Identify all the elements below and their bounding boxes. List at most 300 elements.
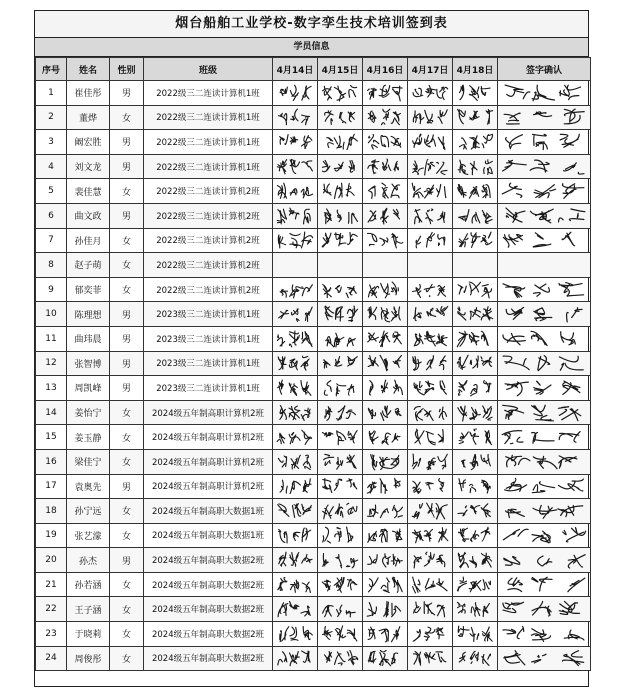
day-1-signature-cell	[273, 449, 318, 474]
student-class: 2024级五年制高职大数据2班	[144, 597, 273, 622]
student-gender: 女	[110, 179, 144, 204]
student-name: 张艺濛	[67, 523, 110, 548]
day-5-signature-cell	[453, 523, 498, 548]
student-name: 陈理想	[67, 302, 110, 327]
day-4-signature-cell	[408, 548, 453, 573]
day-3-signature-cell	[363, 400, 408, 425]
day-2-signature-cell	[318, 179, 363, 204]
student-name: 孙杰	[67, 548, 110, 573]
confirm-signature-cell	[498, 228, 591, 253]
handwritten-signature	[273, 205, 317, 227]
col-header-day2: 4月15日	[318, 58, 363, 81]
row-number: 24	[36, 646, 67, 671]
day-3-signature-cell	[363, 646, 408, 671]
handwritten-signature	[408, 500, 452, 522]
handwritten-signature	[453, 451, 497, 473]
table-row	[36, 130, 591, 155]
handwritten-signature	[408, 328, 452, 350]
day-4-signature-cell	[408, 622, 453, 647]
handwritten-signature	[408, 647, 452, 669]
col-header-day3: 4月16日	[363, 58, 408, 81]
day-2-signature-cell	[318, 646, 363, 671]
student-class: 2022级三二连读计算机1班	[144, 154, 273, 179]
handwritten-signature	[273, 328, 317, 350]
handwritten-signature	[408, 377, 452, 399]
row-number: 16	[36, 449, 67, 474]
handwritten-signature	[453, 279, 497, 301]
student-gender: 女	[110, 425, 144, 450]
handwritten-signature	[318, 598, 362, 620]
handwritten-signature	[408, 402, 452, 424]
confirm-signature-cell	[498, 425, 591, 450]
handwritten-signature	[498, 574, 590, 596]
handwritten-signature	[453, 82, 497, 104]
table-row	[36, 622, 591, 647]
handwritten-signature	[363, 205, 407, 227]
handwritten-signature	[453, 205, 497, 227]
confirm-signature-cell	[498, 499, 591, 524]
day-3-signature-cell	[363, 572, 408, 597]
student-gender: 男	[110, 548, 144, 573]
student-class: 2023级三二连读计算机1班	[144, 326, 273, 351]
day-4-signature-cell	[408, 400, 453, 425]
handwritten-signature	[408, 205, 452, 227]
day-4-signature-cell	[408, 425, 453, 450]
student-name: 孙佳月	[67, 228, 110, 253]
confirm-signature-cell	[498, 523, 591, 548]
confirm-signature-cell	[498, 179, 591, 204]
handwritten-signature	[273, 279, 317, 301]
sheet-title: 烟台船舶工业学校-数字孪生技术培训签到表	[35, 11, 588, 38]
table-row	[36, 203, 591, 228]
day-2-signature-cell	[318, 228, 363, 253]
handwritten-signature	[453, 303, 497, 325]
confirm-signature-cell	[498, 105, 591, 130]
day-4-signature-cell	[408, 597, 453, 622]
student-gender: 男	[110, 351, 144, 376]
day-5-signature-cell	[453, 302, 498, 327]
day-1-signature-cell	[273, 179, 318, 204]
table-row	[36, 376, 591, 401]
student-gender: 男	[110, 302, 144, 327]
day-4-signature-cell	[408, 326, 453, 351]
handwritten-signature	[273, 549, 317, 571]
student-gender: 男	[110, 376, 144, 401]
day-2-signature-cell	[318, 302, 363, 327]
day-4-signature-cell	[408, 81, 453, 106]
day-1-signature-cell	[273, 646, 318, 671]
handwritten-signature	[453, 229, 497, 251]
student-name: 董烨	[67, 105, 110, 130]
confirm-signature-cell	[498, 154, 591, 179]
confirm-signature-cell	[498, 572, 591, 597]
day-1-signature-cell	[273, 154, 318, 179]
table-row	[36, 154, 591, 179]
handwritten-signature	[318, 106, 362, 128]
handwritten-signature	[273, 131, 317, 153]
handwritten-signature	[498, 131, 590, 153]
handwritten-signature	[453, 475, 497, 497]
day-4-signature-cell	[408, 105, 453, 130]
table-row	[36, 572, 591, 597]
day-4-signature-cell	[408, 449, 453, 474]
handwritten-signature	[408, 131, 452, 153]
day-3-signature-cell	[363, 326, 408, 351]
student-name: 曲玮晨	[67, 326, 110, 351]
handwritten-signature	[363, 352, 407, 374]
row-number: 17	[36, 474, 67, 499]
row-number: 21	[36, 572, 67, 597]
student-class: 2024级五年制高职计算机2班	[144, 400, 273, 425]
day-2-signature-cell	[318, 548, 363, 573]
table-row	[36, 499, 591, 524]
row-number: 3	[36, 130, 67, 155]
handwritten-signature	[408, 303, 452, 325]
table-row	[36, 597, 591, 622]
row-number: 7	[36, 228, 67, 253]
confirm-signature-cell	[498, 130, 591, 155]
day-1-signature-cell	[273, 105, 318, 130]
student-gender: 女	[110, 277, 144, 302]
handwritten-signature	[273, 229, 317, 251]
day-5-signature-cell	[453, 646, 498, 671]
student-name: 周俊彤	[67, 646, 110, 671]
day-3-signature-cell	[363, 425, 408, 450]
handwritten-signature	[498, 402, 590, 424]
handwritten-signature	[363, 131, 407, 153]
day-1-signature-cell	[273, 572, 318, 597]
student-gender: 女	[110, 228, 144, 253]
day-5-signature-cell	[453, 277, 498, 302]
handwritten-signature	[363, 647, 407, 669]
day-2-signature-cell	[318, 154, 363, 179]
handwritten-signature	[453, 598, 497, 620]
student-name: 姜怡宁	[67, 400, 110, 425]
student-gender: 女	[110, 105, 144, 130]
student-gender: 女	[110, 253, 144, 278]
day-3-signature-cell	[363, 228, 408, 253]
handwritten-signature	[363, 402, 407, 424]
handwritten-signature	[408, 156, 452, 178]
day-2-signature-cell	[318, 277, 363, 302]
confirm-signature-cell	[498, 400, 591, 425]
sign-in-sheet	[34, 10, 589, 687]
student-class: 2023级三二连读计算机1班	[144, 376, 273, 401]
student-class: 2022级三二连读计算机2班	[144, 228, 273, 253]
handwritten-signature	[498, 279, 590, 301]
handwritten-signature	[318, 623, 362, 645]
day-4-signature-cell	[408, 130, 453, 155]
handwritten-signature	[273, 426, 317, 448]
day-4-signature-cell	[408, 228, 453, 253]
student-name: 于晓莉	[67, 622, 110, 647]
handwritten-signature	[318, 328, 362, 350]
table-row	[36, 253, 591, 278]
row-number: 22	[36, 597, 67, 622]
day-1-signature-cell	[273, 228, 318, 253]
handwritten-signature	[498, 106, 590, 128]
handwritten-signature	[498, 352, 590, 374]
student-class: 2024级五年制高职大数据1班	[144, 523, 273, 548]
day-4-signature-cell	[408, 351, 453, 376]
day-5-signature-cell	[453, 376, 498, 401]
day-5-signature-cell	[453, 351, 498, 376]
handwritten-signature	[363, 598, 407, 620]
student-gender: 女	[110, 400, 144, 425]
handwritten-signature	[498, 180, 590, 202]
handwritten-signature	[498, 156, 590, 178]
day-3-signature-cell	[363, 523, 408, 548]
confirm-signature-cell	[498, 646, 591, 671]
handwritten-signature	[273, 475, 317, 497]
handwritten-signature	[318, 131, 362, 153]
day-5-signature-cell	[453, 400, 498, 425]
day-2-signature-cell	[318, 474, 363, 499]
day-5-signature-cell	[453, 499, 498, 524]
student-name: 曲文政	[67, 203, 110, 228]
day-4-signature-cell	[408, 499, 453, 524]
handwritten-signature	[453, 426, 497, 448]
table-row	[36, 400, 591, 425]
handwritten-signature	[363, 279, 407, 301]
handwritten-signature	[273, 574, 317, 596]
day-3-signature-cell	[363, 81, 408, 106]
student-class: 2023级三二连读计算机1班	[144, 302, 273, 327]
handwritten-signature	[318, 524, 362, 546]
day-1-signature-cell	[273, 622, 318, 647]
day-5-signature-cell	[453, 572, 498, 597]
day-3-signature-cell	[363, 179, 408, 204]
handwritten-signature	[363, 475, 407, 497]
confirm-signature-cell	[498, 302, 591, 327]
col-header-signature: 签字确认	[498, 58, 591, 81]
row-number: 18	[36, 499, 67, 524]
handwritten-signature	[273, 500, 317, 522]
student-class: 2023级三二连读计算机1班	[144, 351, 273, 376]
day-5-signature-cell	[453, 622, 498, 647]
row-number: 10	[36, 302, 67, 327]
col-header-day1: 4月14日	[273, 58, 318, 81]
confirm-signature-cell	[498, 326, 591, 351]
day-1-signature-cell	[273, 597, 318, 622]
student-class: 2024级五年制高职计算机2班	[144, 474, 273, 499]
day-4-signature-cell	[408, 179, 453, 204]
table-row	[36, 425, 591, 450]
student-class: 2024级五年制高职大数据1班	[144, 499, 273, 524]
handwritten-signature	[453, 574, 497, 596]
student-name: 袁奥先	[67, 474, 110, 499]
confirm-signature-cell	[498, 376, 591, 401]
day-2-signature-cell	[318, 425, 363, 450]
day-3-signature-cell	[363, 597, 408, 622]
day-3-signature-cell	[363, 499, 408, 524]
handwritten-signature	[408, 229, 452, 251]
handwritten-signature	[498, 500, 590, 522]
day-5-signature-cell	[453, 474, 498, 499]
student-name: 周凯峰	[67, 376, 110, 401]
handwritten-signature	[318, 426, 362, 448]
row-number: 1	[36, 81, 67, 106]
student-class: 2024级五年制高职大数据2班	[144, 572, 273, 597]
day-5-signature-cell	[453, 326, 498, 351]
day-2-signature-cell	[318, 351, 363, 376]
row-number: 9	[36, 277, 67, 302]
confirm-signature-cell	[498, 597, 591, 622]
day-2-signature-cell	[318, 253, 363, 278]
student-class: 2022级三二连读计算机1班	[144, 81, 273, 106]
handwritten-signature	[318, 229, 362, 251]
day-1-signature-cell	[273, 203, 318, 228]
handwritten-signature	[318, 647, 362, 669]
day-1-signature-cell	[273, 425, 318, 450]
col-header-day4: 4月17日	[408, 58, 453, 81]
handwritten-signature	[453, 328, 497, 350]
handwritten-signature	[408, 180, 452, 202]
student-class: 2024级五年制高职计算机2班	[144, 425, 273, 450]
student-gender: 女	[110, 597, 144, 622]
student-class: 2024级五年制高职大数据2班	[144, 548, 273, 573]
handwritten-signature	[498, 229, 590, 251]
handwritten-signature	[318, 180, 362, 202]
handwritten-signature	[453, 524, 497, 546]
handwritten-signature	[318, 500, 362, 522]
handwritten-signature	[363, 500, 407, 522]
row-number: 8	[36, 253, 67, 278]
handwritten-signature	[498, 549, 590, 571]
day-3-signature-cell	[363, 277, 408, 302]
day-5-signature-cell	[453, 105, 498, 130]
col-header-no: 序号	[36, 58, 67, 81]
handwritten-signature	[453, 549, 497, 571]
day-2-signature-cell	[318, 523, 363, 548]
student-name: 孙若涵	[67, 572, 110, 597]
handwritten-signature	[363, 549, 407, 571]
handwritten-signature	[363, 106, 407, 128]
day-1-signature-cell	[273, 499, 318, 524]
student-name: 孙宁远	[67, 499, 110, 524]
day-3-signature-cell	[363, 154, 408, 179]
day-4-signature-cell	[408, 302, 453, 327]
handwritten-signature	[498, 82, 590, 104]
day-1-signature-cell	[273, 400, 318, 425]
handwritten-signature	[273, 451, 317, 473]
handwritten-signature	[363, 623, 407, 645]
student-class: 2024级五年制高职大数据2班	[144, 622, 273, 647]
handwritten-signature	[318, 279, 362, 301]
row-number: 20	[36, 548, 67, 573]
student-gender: 男	[110, 474, 144, 499]
handwritten-signature	[363, 451, 407, 473]
handwritten-signature	[363, 229, 407, 251]
handwritten-signature	[273, 524, 317, 546]
day-1-signature-cell	[273, 130, 318, 155]
handwritten-signature	[408, 574, 452, 596]
col-header-name: 姓名	[67, 58, 110, 81]
day-1-signature-cell	[273, 277, 318, 302]
table-row	[36, 326, 591, 351]
handwritten-signature	[318, 549, 362, 571]
col-header-class: 班级	[144, 58, 273, 81]
handwritten-signature	[363, 180, 407, 202]
row-number: 5	[36, 179, 67, 204]
table-row	[36, 449, 591, 474]
day-3-signature-cell	[363, 302, 408, 327]
student-gender: 男	[110, 154, 144, 179]
day-1-signature-cell	[273, 351, 318, 376]
day-2-signature-cell	[318, 622, 363, 647]
day-4-signature-cell	[408, 523, 453, 548]
handwritten-signature	[408, 623, 452, 645]
table-row	[36, 228, 591, 253]
student-class: 2024级五年制高职大数据2班	[144, 646, 273, 671]
handwritten-signature	[273, 106, 317, 128]
day-3-signature-cell	[363, 376, 408, 401]
student-gender: 男	[110, 326, 144, 351]
handwritten-signature	[318, 156, 362, 178]
day-5-signature-cell	[453, 179, 498, 204]
table-row	[36, 179, 591, 204]
day-1-signature-cell	[273, 253, 318, 278]
confirm-signature-cell	[498, 449, 591, 474]
day-2-signature-cell	[318, 572, 363, 597]
day-2-signature-cell	[318, 81, 363, 106]
day-2-signature-cell	[318, 449, 363, 474]
row-number: 19	[36, 523, 67, 548]
handwritten-signature	[408, 82, 452, 104]
student-name: 张智博	[67, 351, 110, 376]
table-row	[36, 548, 591, 573]
day-5-signature-cell	[453, 81, 498, 106]
day-4-signature-cell	[408, 277, 453, 302]
day-5-signature-cell	[453, 548, 498, 573]
handwritten-signature	[363, 574, 407, 596]
handwritten-signature	[498, 328, 590, 350]
day-3-signature-cell	[363, 203, 408, 228]
day-2-signature-cell	[318, 326, 363, 351]
confirm-signature-cell	[498, 253, 591, 278]
handwritten-signature	[408, 524, 452, 546]
table-row	[36, 81, 591, 106]
table-row	[36, 646, 591, 671]
handwritten-signature	[273, 352, 317, 374]
header-row	[36, 58, 591, 81]
handwritten-signature	[498, 475, 590, 497]
confirm-signature-cell	[498, 474, 591, 499]
table-row	[36, 302, 591, 327]
row-number: 11	[36, 326, 67, 351]
handwritten-signature	[273, 598, 317, 620]
student-class: 2022级三二连读计算机2班	[144, 253, 273, 278]
day-1-signature-cell	[273, 474, 318, 499]
day-2-signature-cell	[318, 376, 363, 401]
day-2-signature-cell	[318, 105, 363, 130]
handwritten-signature	[318, 377, 362, 399]
student-class: 2022级三二连读计算机2班	[144, 179, 273, 204]
student-class: 2022级三二连读计算机2班	[144, 277, 273, 302]
handwritten-signature	[363, 377, 407, 399]
day-5-signature-cell	[453, 203, 498, 228]
day-2-signature-cell	[318, 499, 363, 524]
table-row	[36, 351, 591, 376]
table-row	[36, 474, 591, 499]
row-number: 4	[36, 154, 67, 179]
student-class: 2022级三二连读计算机1班	[144, 130, 273, 155]
student-gender: 女	[110, 646, 144, 671]
handwritten-signature	[453, 377, 497, 399]
day-4-signature-cell	[408, 572, 453, 597]
handwritten-signature	[498, 647, 590, 669]
handwritten-signature	[273, 303, 317, 325]
